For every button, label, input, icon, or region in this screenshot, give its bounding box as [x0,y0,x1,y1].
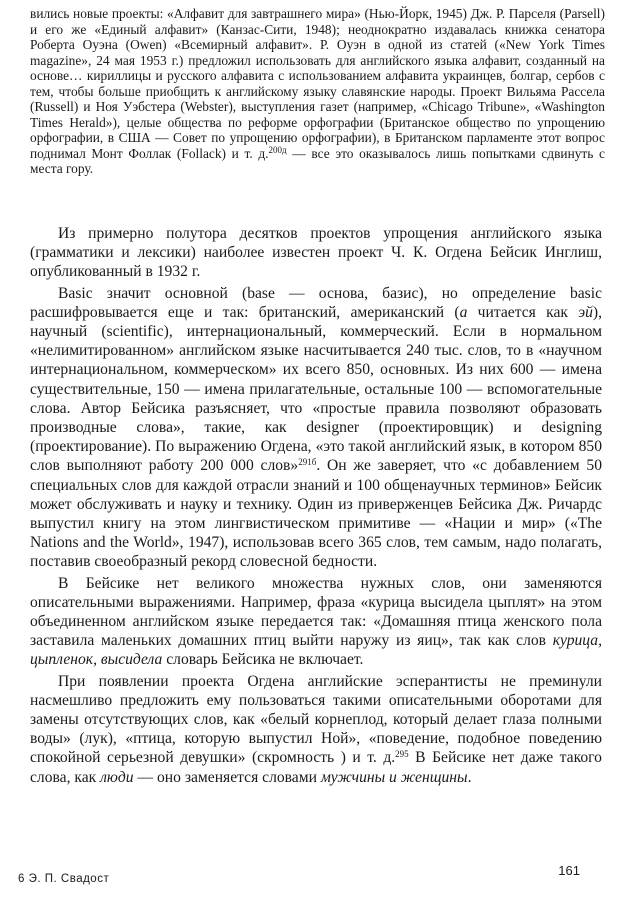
paragraph-2-em-a: а [459,303,468,321]
paragraph-4-text-a: При появлении проекта Огдена английские эсперантисты не преминули насмешливо предложить ему пользоваться такими описательными оборотами для замены отсутствующих слов, как «белый корнеплод, который делает глаза полными воды» (лук), «птица, которую выпустил Ной», «поведение, подобное поведению спокойной серьезной девушки» (скромность ) и т. д. [30,672,602,767]
paragraph-2-ref: 291б [298,457,317,468]
paragraph-4-text-c: — оно заменяется словами [133,768,321,786]
footnote-ref: 200д [268,144,287,155]
footnote-text-end: — все это оказывалось лишь попытками сдвинуть с места гору. [30,145,605,176]
paragraph-2-text-c: . Он же заверяет, что «с добавлением 50 специальных слов для каждой отрасли знаний и 100 общенаучных терминов» Бейсик может обслуживать и науку и технику. Один из приверженцев Бейсика Дж. Ричардс выпустил книгу на этом лингвистическом примитиве — «Нации и мир» («The Nations and the World», 1947), использовав всего 365 слов, тем самым, надо полагать, поставив своеобразный рекорд словесной бедности. [30,457,602,571]
paragraph-3-em: курица, цыпленок, высидела [30,632,602,669]
paragraph-4-em-b: мужчины и женщины [320,768,468,786]
paragraph-4-em-a: люди [100,768,134,786]
paragraph-3-text-a: В Бейсике нет великого множества нужных слов, они заменяются описательными выражениями. Например, фраза «курица высидела цыплят» на этом объединенном английском языке передается так: «Домашняя птица женского пола заставила маленьких домашних птиц выйти наружу из яиц», так как слов [30,574,602,650]
paragraph-4 [30,672,602,787]
paragraph-2-text-b: ), научный (scientific), интернациональный, коммерческий. Если в нормальном «нелимитированном» английском языке насчитывается 240 тыс. слов, то в «научном интернациональном, коммерческом» их всего 850, основных. Из них 600 — имена существительные, 150 — имена прилагательные, остальные 100 — вспомогательные слова. Автор Бейсика разъясняет, что «простые правила позволяют образовать производные слова», такие, как designer (проектировщик) и designing (проектирование). По выражению Огдена, «это такой английский язык, в котором 850 слов выполняют работу 200 000 слов» [30,303,602,475]
main-text [30,224,602,787]
paragraph-2-text-a: Basic значит основной (base — основа, базис), но определение basic расшифровывается еще и так: британский, американский ( [30,284,602,321]
paragraph-4-ref: 295 [395,749,409,760]
paragraph-2-em-b: эй [578,303,593,321]
paragraph-4-text-d: . [467,768,472,786]
paragraph-4-text-b: В Бейсике нет даже такого слова, как [30,749,602,786]
printer-signature: 6 Э. П. Свадост [18,873,110,885]
paragraph-3-text-b: словарь Бейсика не включает. [162,651,364,669]
paragraph-1 [30,224,602,282]
footnote-paragraph [30,6,605,177]
page-number: 161 [558,863,580,878]
paragraph-2-text-a2: читается как [467,303,579,321]
footnote-text: вились новые проекты: «Алфавит для завтрашнего мира» (Нью-Йорк, 1945) Дж. Р. Парселя (Parsell) и его же «Единый алфавит» (Канзас-Сити, 1948); неоднократно издавалась книжка сенатора Роберта Оуэна (Owen) «Всемирный алфавит». Р. Оуэн в одной из статей («New York Times magazine», 24 мая 1953 г.) предложил использовать для английского языка алфавит, созданный на основе… кириллицы и русского алфавита с использованием алфавита украинцев, болгар, сербов с тем, чтобы больше приобщить к английскому языку славянские народы. Проект Вильяма Рассела (Russell) и Ноя Уэбстера (Webster), выступления газет (например, «Chicago Tribune», «Washington Times Herald»), целые общества по реформе орфографии (Британское общество по упрощению орфографии, в США — Совет по упрощению орфографии), в Британском парламенте этот вопрос поднимал Монт Фоллак (Follack) и т. д. [30,6,605,161]
paragraph-2 [30,284,602,572]
footnote-block [30,6,605,177]
paragraph-3 [30,574,602,670]
paragraph-1-text: Из примерно полутора десятков проектов упрощения английского языка (грамматики и лексики) наиболее известен проект Ч. К. Огдена Бейсик Инглиш, опубликованный в 1932 г. [30,225,602,281]
